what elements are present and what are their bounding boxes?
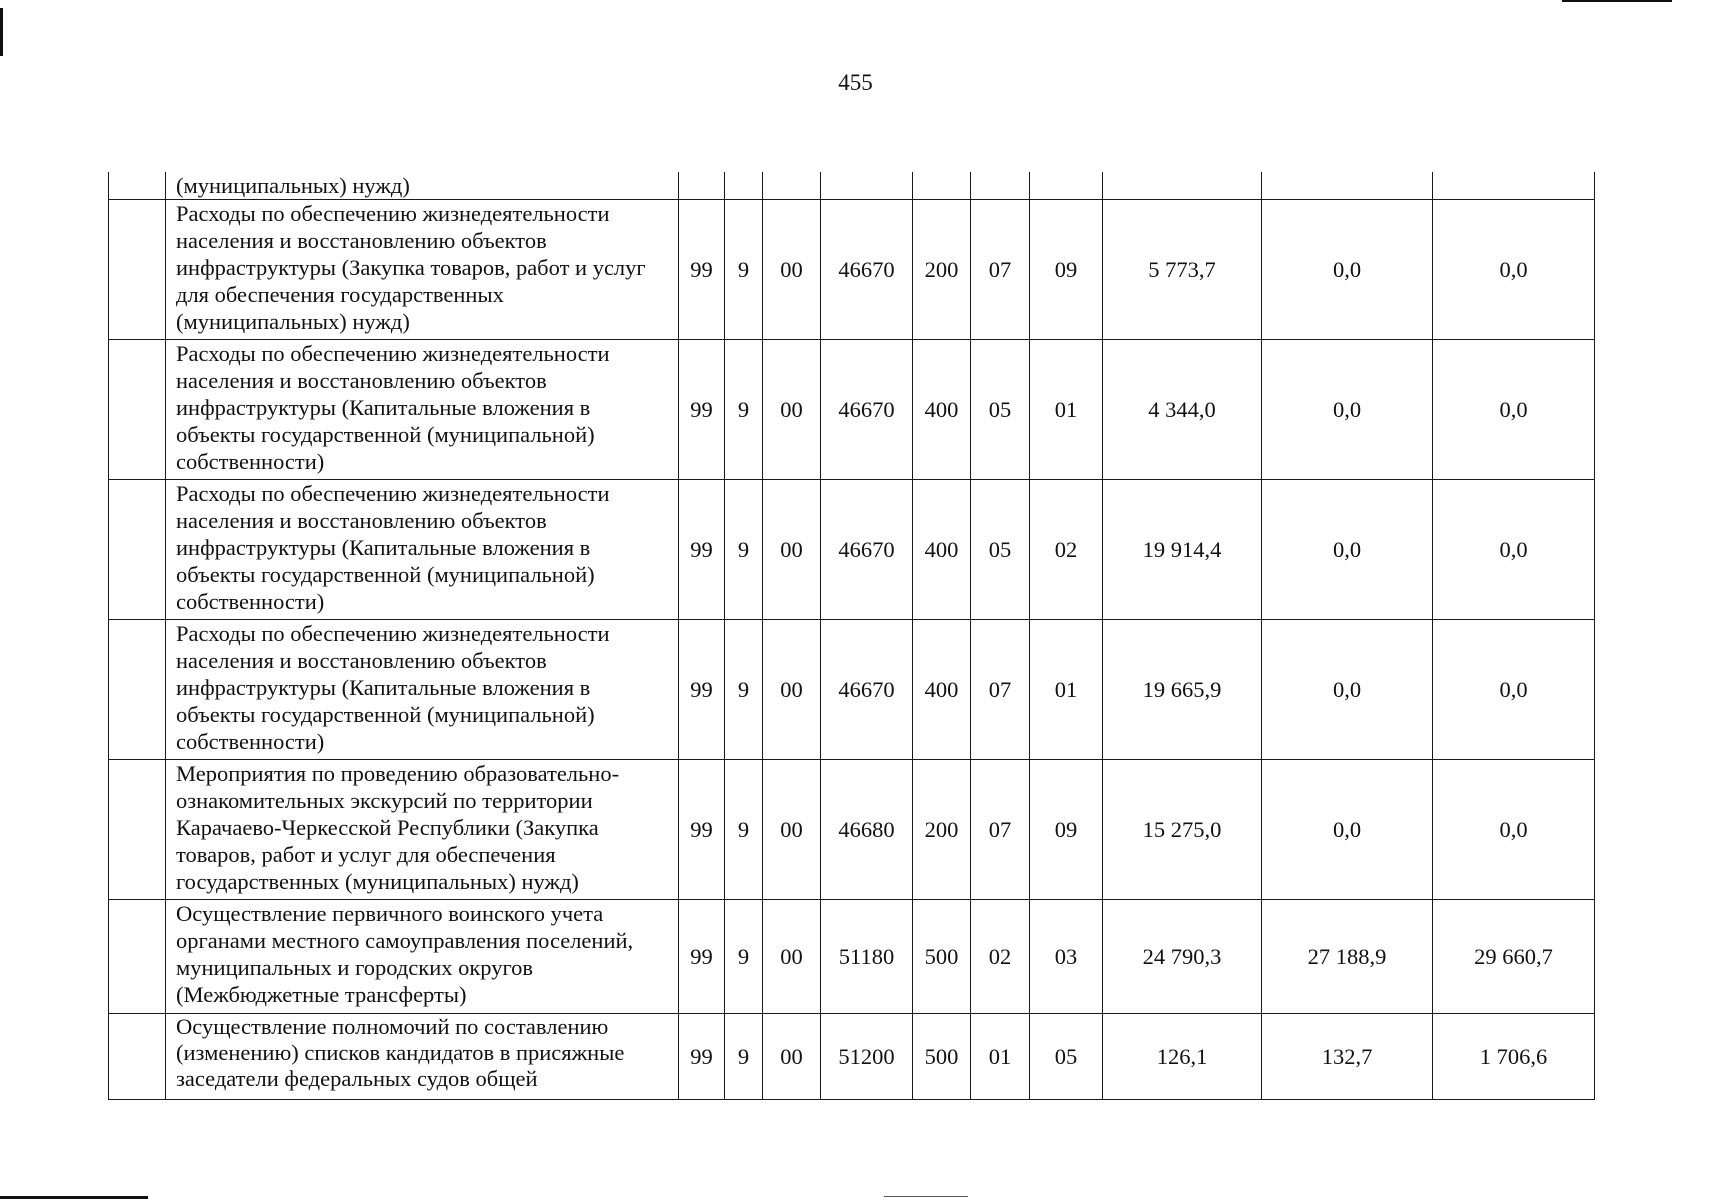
code-cell: 02 [1030,480,1103,620]
code-cell: 9 [725,200,763,340]
amount-cell [1433,172,1595,200]
amount-cell: 0,0 [1262,200,1433,340]
budget-table [108,172,1595,1100]
code-cell [725,172,763,200]
amount-cell: 0,0 [1433,200,1595,340]
code-cell: 01 [1030,340,1103,480]
code-cell: 09 [1030,760,1103,900]
code-cell: 00 [763,200,821,340]
amount-cell: 27 188,9 [1262,900,1433,1014]
code-cell: 99 [679,480,725,620]
amount-cell: 1 706,6 [1433,1014,1595,1100]
code-cell: 00 [763,760,821,900]
row-index-cell [109,900,166,1014]
row-index-cell [109,760,166,900]
code-cell: 07 [971,200,1030,340]
amount-cell: 0,0 [1262,480,1433,620]
description-cell: Расходы по обеспечению жизнедеятельности населения и восстановлению объектов инфраструктуры (Капитальные вложения в объекты государственной (муниципальной) собственности) [166,620,679,760]
row-index-cell [109,480,166,620]
code-cell: 99 [679,760,725,900]
table-row [109,760,1595,900]
code-cell: 46670 [821,480,913,620]
code-cell: 400 [913,620,971,760]
code-cell [679,172,725,200]
code-cell: 51180 [821,900,913,1014]
amount-cell: 5 773,7 [1103,200,1262,340]
code-cell: 9 [725,340,763,480]
row-index-cell [109,620,166,760]
code-cell [971,172,1030,200]
code-cell: 05 [971,480,1030,620]
amount-cell: 0,0 [1433,620,1595,760]
code-cell: 99 [679,900,725,1014]
code-cell: 9 [725,620,763,760]
scan-edge-mark-bottom-left [0,1196,148,1199]
code-cell: 03 [1030,900,1103,1014]
description-cell: (муниципальных) нужд) [166,172,679,200]
code-cell: 05 [971,340,1030,480]
table-row [109,340,1595,480]
code-cell: 00 [763,480,821,620]
code-cell: 200 [913,760,971,900]
code-cell: 99 [679,1014,725,1100]
amount-cell: 4 344,0 [1103,340,1262,480]
amount-cell: 0,0 [1433,760,1595,900]
code-cell: 00 [763,1014,821,1100]
code-cell: 46670 [821,620,913,760]
amount-cell: 24 790,3 [1103,900,1262,1014]
page-number: 455 [838,70,873,95]
code-cell: 07 [971,620,1030,760]
code-cell: 9 [725,760,763,900]
amount-cell: 29 660,7 [1433,900,1595,1014]
code-cell: 07 [971,760,1030,900]
amount-cell: 0,0 [1433,340,1595,480]
row-index-cell [109,200,166,340]
code-cell: 46670 [821,340,913,480]
code-cell: 05 [1030,1014,1103,1100]
table-row [109,200,1595,340]
code-cell: 9 [725,480,763,620]
amount-cell: 0,0 [1262,760,1433,900]
table-row [109,620,1595,760]
code-cell: 9 [725,1014,763,1100]
amount-cell: 0,0 [1433,480,1595,620]
table-row [109,480,1595,620]
code-cell: 09 [1030,200,1103,340]
amount-cell: 19 665,9 [1103,620,1262,760]
code-cell: 46670 [821,200,913,340]
amount-cell: 15 275,0 [1103,760,1262,900]
amount-cell [1103,172,1262,200]
description-cell: Расходы по обеспечению жизнедеятельности населения и восстановлению объектов инфраструктуры (Капитальные вложения в объекты государственной (муниципальной) собственности) [166,340,679,480]
code-cell: 99 [679,620,725,760]
code-cell: 400 [913,340,971,480]
code-cell [821,172,913,200]
amount-cell: 126,1 [1103,1014,1262,1100]
code-cell: 00 [763,340,821,480]
code-cell: 01 [971,1014,1030,1100]
code-cell: 01 [1030,620,1103,760]
code-cell [1030,172,1103,200]
table-row [109,172,1595,200]
amount-cell [1262,172,1433,200]
scan-edge-mark-left [0,8,3,56]
table-row [109,1014,1595,1100]
row-index-cell [109,1014,166,1100]
description-cell: Осуществление полномочий по составлению (изменению) списков кандидатов в присяжные заседатели федеральных судов общей [166,1014,679,1100]
amount-cell: 0,0 [1262,620,1433,760]
scan-edge-mark-bottom-center [884,1196,968,1197]
description-cell: Расходы по обеспечению жизнедеятельности населения и восстановлению объектов инфраструктуры (Закупка товаров, работ и услуг для обеспечения государственных (муниципальных) нужд) [166,200,679,340]
code-cell: 500 [913,1014,971,1100]
code-cell: 500 [913,900,971,1014]
row-index-cell [109,340,166,480]
code-cell: 400 [913,480,971,620]
code-cell: 51200 [821,1014,913,1100]
code-cell: 46680 [821,760,913,900]
code-cell: 00 [763,620,821,760]
amount-cell: 132,7 [1262,1014,1433,1100]
row-index-cell [109,172,166,200]
code-cell: 02 [971,900,1030,1014]
table-row [109,900,1595,1014]
code-cell [913,172,971,200]
description-cell: Осуществление первичного воинского учета органами местного самоуправления поселений, муниципальных и городских округов (Межбюджетные трансферты) [166,900,679,1014]
description-cell: Расходы по обеспечению жизнедеятельности населения и восстановлению объектов инфраструктуры (Капитальные вложения в объекты государственной (муниципальной) собственности) [166,480,679,620]
code-cell: 00 [763,900,821,1014]
code-cell [763,172,821,200]
scan-edge-mark-top-right [1562,0,1672,2]
code-cell: 99 [679,340,725,480]
code-cell: 200 [913,200,971,340]
code-cell: 9 [725,900,763,1014]
amount-cell: 0,0 [1262,340,1433,480]
description-cell: Мероприятия по проведению образовательно-ознакомительных экскурсий по территории Карачаево-Черкесской Республики (Закупка товаров, работ и услуг для обеспечения государственных (муниципальных) нужд) [166,760,679,900]
amount-cell: 19 914,4 [1103,480,1262,620]
code-cell: 99 [679,200,725,340]
